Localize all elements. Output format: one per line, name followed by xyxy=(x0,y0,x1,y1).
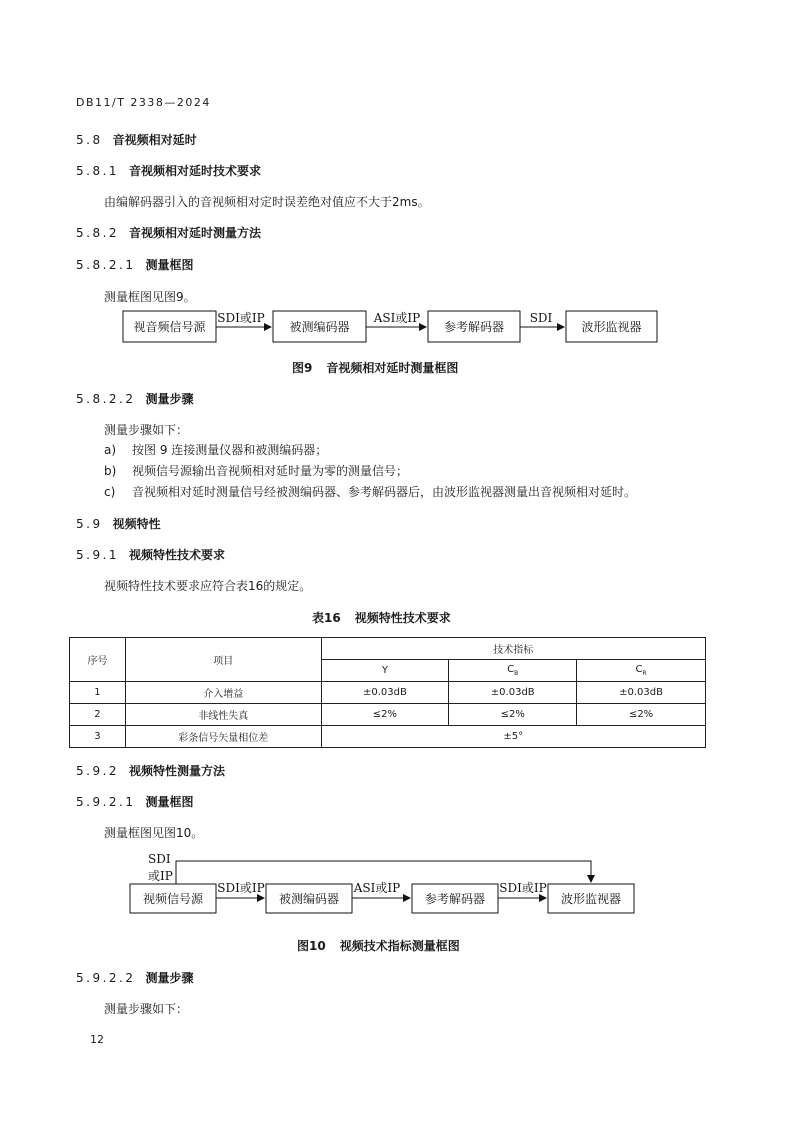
section-title: 测量步骤 xyxy=(145,971,194,985)
section-title: 视频特性 xyxy=(112,517,161,531)
table-row xyxy=(70,682,706,704)
paragraph-5-9-2-2: 测量步骤如下： xyxy=(104,1002,189,1016)
list-text: 按图 9 连接测量仪器和被测编码器； xyxy=(132,443,328,457)
section-5-9-2 xyxy=(76,762,225,779)
caption-number: 图9 xyxy=(292,361,313,375)
fig10-link-label: ASI或IP xyxy=(353,881,401,895)
cell-item: 介入增益 xyxy=(125,682,321,704)
header-spec: 技术指标 xyxy=(321,638,705,660)
fig9-link-label: ASI或IP xyxy=(373,311,421,325)
section-number: 5.9 xyxy=(76,517,103,531)
cell-cb: ±0.03dB xyxy=(449,682,577,704)
list-label: c) xyxy=(104,485,116,499)
header-item: 项目 xyxy=(125,638,321,682)
figure-9-caption xyxy=(292,359,458,376)
figure-9-diagram xyxy=(0,300,793,350)
section-number: 5.8.2.1 xyxy=(76,258,136,272)
list-item xyxy=(76,441,327,458)
cell-y: ≤2% xyxy=(321,704,449,726)
header-cr xyxy=(577,660,706,682)
list-text: 视频信号源输出音视频相对延时量为零的测量信号； xyxy=(132,464,409,478)
section-number: 5.8 xyxy=(76,133,103,147)
section-title: 音视频相对延时测量方法 xyxy=(129,226,262,240)
fig10-bypass-label: 或IP xyxy=(148,869,173,883)
fig9-box-label: 参考解码器 xyxy=(443,320,505,334)
table-16-caption xyxy=(312,609,451,626)
section-5-9-1 xyxy=(76,546,225,563)
list-label: b) xyxy=(104,464,117,478)
caption-title: 视频特性技术要求 xyxy=(354,611,451,625)
fig9-link-label: SDI或IP xyxy=(217,311,265,325)
cell-cr: ±0.03dB xyxy=(577,682,706,704)
fig9-box-label: 波形监视器 xyxy=(581,320,642,334)
fig9-box-label: 视音频信号源 xyxy=(133,320,206,334)
section-5-9-2-1 xyxy=(76,793,194,810)
section-5-8-2 xyxy=(76,224,261,241)
fig10-box-label: 视频信号源 xyxy=(142,892,204,906)
header-y: Y xyxy=(321,660,449,682)
header-cb-sub: B xyxy=(514,670,519,677)
caption-number: 图10 xyxy=(297,939,326,953)
cell-item: 彩条信号矢量相位差 xyxy=(125,726,321,748)
fig10-link-label: SDI或IP xyxy=(499,881,547,895)
section-5-8-1 xyxy=(76,162,261,179)
list-item xyxy=(76,483,636,500)
list-label: a) xyxy=(104,443,117,457)
section-5-9-2-2 xyxy=(76,969,194,986)
fig10-box-label: 参考解码器 xyxy=(424,892,486,906)
fig10-bypass-label: SDI xyxy=(148,852,171,866)
caption-title: 视频技术指标测量框图 xyxy=(339,939,460,953)
figure-10-caption xyxy=(297,937,460,954)
caption-number: 表16 xyxy=(312,611,341,625)
section-title: 测量框图 xyxy=(145,258,194,272)
list-item xyxy=(76,462,408,479)
section-5-8 xyxy=(76,131,197,148)
section-title: 测量框图 xyxy=(145,795,194,809)
section-title: 视频特性技术要求 xyxy=(129,548,226,562)
cell-cb: ≤2% xyxy=(449,704,577,726)
section-number: 5.9.2 xyxy=(76,764,120,778)
header-cb xyxy=(449,660,577,682)
section-5-9 xyxy=(76,515,161,532)
section-number: 5.9.2.1 xyxy=(76,795,136,809)
fig10-box-label: 被测编码器 xyxy=(278,892,340,906)
section-title: 音视频相对延时 xyxy=(112,133,197,147)
paragraph-5-9-1: 视频特性技术要求应符合表16的规定。 xyxy=(104,579,312,593)
fig9-link-label: SDI xyxy=(529,311,553,325)
cell-y: ±0.03dB xyxy=(321,682,449,704)
section-5-8-2-2 xyxy=(76,390,194,407)
section-title: 音视频相对延时技术要求 xyxy=(129,164,262,178)
header-seq: 序号 xyxy=(70,638,126,682)
section-5-8-2-1 xyxy=(76,256,194,273)
cell-cr: ≤2% xyxy=(577,704,706,726)
cell-seq: 3 xyxy=(70,726,126,748)
paragraph-5-8-1: 由编解码器引入的音视频相对定时误差绝对值应不大于2ms。 xyxy=(104,195,430,209)
header-cb-main: C xyxy=(507,664,515,675)
figure-10-diagram xyxy=(0,845,793,920)
paragraph-5-9-2-1: 测量框图见图10。 xyxy=(104,826,204,840)
table-row xyxy=(70,704,706,726)
list-text: 音视频相对延时测量信号经被测编码器、参考解码器后，由波形监视器测量出音视频相对延时。 xyxy=(132,485,637,499)
header-cr-sub: R xyxy=(642,670,647,677)
cell-item: 非线性失真 xyxy=(125,704,321,726)
paragraph-5-8-2-2: 测量步骤如下： xyxy=(104,423,189,437)
section-number: 5.8.1 xyxy=(76,164,120,178)
table-row xyxy=(70,726,706,748)
doc-code: DB11/T 2338—2024 xyxy=(76,96,211,109)
table-16 xyxy=(69,637,706,748)
table-header-row xyxy=(70,638,706,660)
section-title: 测量步骤 xyxy=(145,392,194,406)
fig10-box-label: 波形监视器 xyxy=(560,892,622,906)
fig10-link-label: SDI或IP xyxy=(217,881,265,895)
header-cr-main: C xyxy=(635,664,643,675)
page-number: 12 xyxy=(90,1033,104,1046)
caption-title: 音视频相对延时测量框图 xyxy=(326,361,459,375)
cell-all: ±5° xyxy=(321,726,705,748)
section-number: 5.8.2 xyxy=(76,226,120,240)
section-number: 5.9.1 xyxy=(76,548,120,562)
cell-seq: 2 xyxy=(70,704,126,726)
section-number: 5.8.2.2 xyxy=(76,392,136,406)
cell-seq: 1 xyxy=(70,682,126,704)
section-number: 5.9.2.2 xyxy=(76,971,136,985)
section-title: 视频特性测量方法 xyxy=(129,764,226,778)
fig9-box-label: 被测编码器 xyxy=(289,320,350,334)
paragraph-5-8-2-1: 测量框图见图9。 xyxy=(104,290,196,304)
